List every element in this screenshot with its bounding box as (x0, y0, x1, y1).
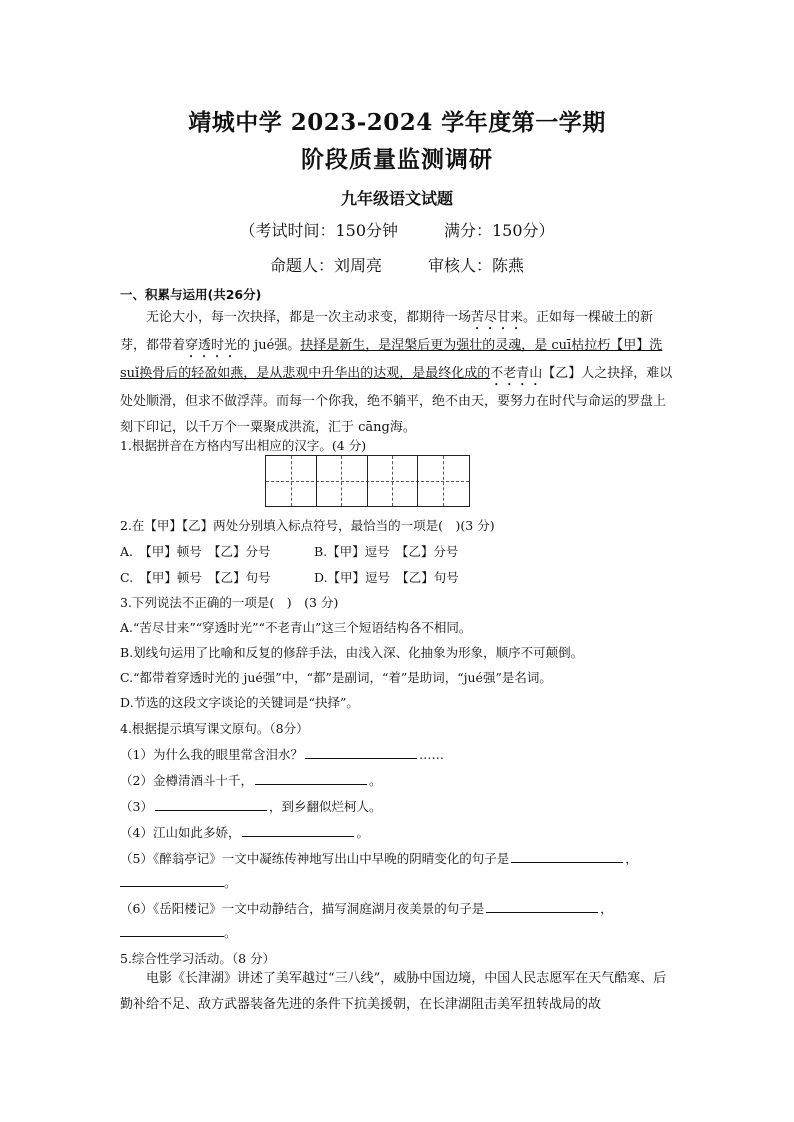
answer-blank[interactable] (155, 798, 267, 811)
question-5: 5.综合性学习活动。（8 分） (120, 951, 276, 966)
answer-blank[interactable] (511, 850, 623, 863)
q4-item-6: （6）《岳阳楼记》一文中动静结合，描写洞庭湖月夜美景的句子是 ， (120, 901, 613, 916)
answer-blank[interactable] (120, 924, 224, 937)
grid-cell-divider (367, 456, 368, 506)
q4-item-5: （5）《醉翁亭记》一文中凝练传神地写出山中早晚的阴晴变化的句子是 ， (120, 851, 638, 866)
grid-dash-v (443, 456, 444, 506)
grid-cell-divider (417, 456, 418, 506)
q4-item-3: （3） ，到乡翻似烂柯人。 (120, 799, 382, 814)
q2-option-b: B.【甲】逗号 【乙】分号 (314, 544, 459, 559)
answer-blank[interactable] (255, 772, 367, 785)
exam-authors (0, 253, 794, 276)
reading-passage (120, 305, 678, 441)
passage-text: 的 jué强。 (237, 338, 301, 353)
answer-blank[interactable] (120, 874, 224, 887)
passage-dotted-phrase: 苦尽甘来 (471, 310, 524, 325)
q3-option-d: D.节选的这段文字谈论的关键词是“抉择”。 (120, 695, 359, 710)
q2-option-d: D.【甲】逗号 【乙】句号 (314, 570, 459, 585)
passage-text: 。正如每一棵破土的新芽，都带着 (120, 310, 654, 353)
q3-option-b: B.划线句运用了比喻和反复的修辞手法，由浅入深、化抽象为形象，顺序不可颠倒。 (120, 645, 584, 660)
question-3: 3.下列说法不正确的一项是( ) (3 分) (120, 595, 339, 610)
q4-item-5-cont: 。 (120, 873, 237, 891)
grid-dash-v (341, 456, 342, 506)
q2-option-c: C. 【甲】顿号 【乙】句号 (120, 570, 271, 585)
exam-score: 满分：150分） (444, 221, 555, 240)
passage-dotted-phrase: 穿透时光 (185, 338, 238, 353)
answer-grid[interactable] (265, 455, 470, 507)
answer-blank[interactable] (242, 824, 354, 837)
passage-text: 【乙】人之抉择，难以处处顺滑，但求不做浮萍。而每一个你我，绝不躺平，绝不由天，要努力在时代与命运的罗盘上刻下印记，以千万个一粟聚成洪流，汇于 cāng海。 (120, 366, 673, 435)
q4-item-2: （2）金樽清酒斗十千， 。 (120, 773, 382, 788)
exam-author: 命题人：刘周亮 (269, 256, 382, 275)
passage-text: 无论大小，每一次抉择，都是一次主动求变，都期待一场 (146, 310, 472, 325)
passage-dotted-phrase: 不老青山 (490, 366, 543, 381)
grid-dash-v (392, 456, 393, 506)
q2-option-a: A. 【甲】顿号 【乙】分号 (120, 544, 271, 559)
q5-text: 电影《长津湖》讲述了美军越过“三八线”，威胁中国边境，中国人民志愿军在天气酷寒、后勤补给不足、敌方武器装备先进的条件下抗美援朝，在长津湖阻击美军扭转战局的故 (120, 971, 667, 1012)
exam-time-score (0, 218, 794, 241)
passage-underlined-sentence: 抉择是新生，是涅槃后更为强壮的灵魂，是 cuī枯拉朽【甲】洗 suǐ换骨后的轻盈如燕，是从悲观中升华出的达观，是最终化成的 (120, 338, 663, 381)
answer-blank[interactable] (305, 746, 417, 759)
grid-dash-v (291, 456, 292, 506)
q4-item-4: （4）江山如此多娇， 。 (120, 825, 369, 840)
q4-item-1: （1）为什么我的眼里常含泪水？ …… (120, 747, 444, 762)
q4-item-6-cont: 。 (120, 923, 237, 941)
question-2: 2.在【甲】【乙】两处分别填入标点符号，最恰当的一项是( )(3 分) (120, 518, 495, 533)
question-4: 4.根据提示填写课文原句。（8分） (120, 721, 309, 736)
answer-blank[interactable] (486, 900, 598, 913)
exam-time: （考试时间：150分钟 (239, 221, 398, 240)
section-heading: 一、积累与运用(共26分) (120, 287, 262, 302)
exam-title: 靖城中学 2023-2024 学年度第一学期 (188, 109, 606, 136)
exam-subject: 九年级语文试题 (340, 189, 453, 208)
q3-option-a: A.“苦尽甘来”“穿透时光”“不老青山”这三个短语结构各不相同。 (120, 620, 472, 635)
grid-cell-divider (316, 456, 317, 506)
exam-subtitle: 阶段质量监测调研 (301, 146, 493, 173)
exam-reviewer: 审核人：陈燕 (428, 256, 525, 275)
question-1: 1.根据拼音在方格内写出相应的汉字。(4 分) (120, 438, 367, 453)
q3-option-c: C.“都带着穿透时光的 jué强”中，“都”是副词，“着”是助词，“jué强”是名词。 (120, 670, 552, 685)
